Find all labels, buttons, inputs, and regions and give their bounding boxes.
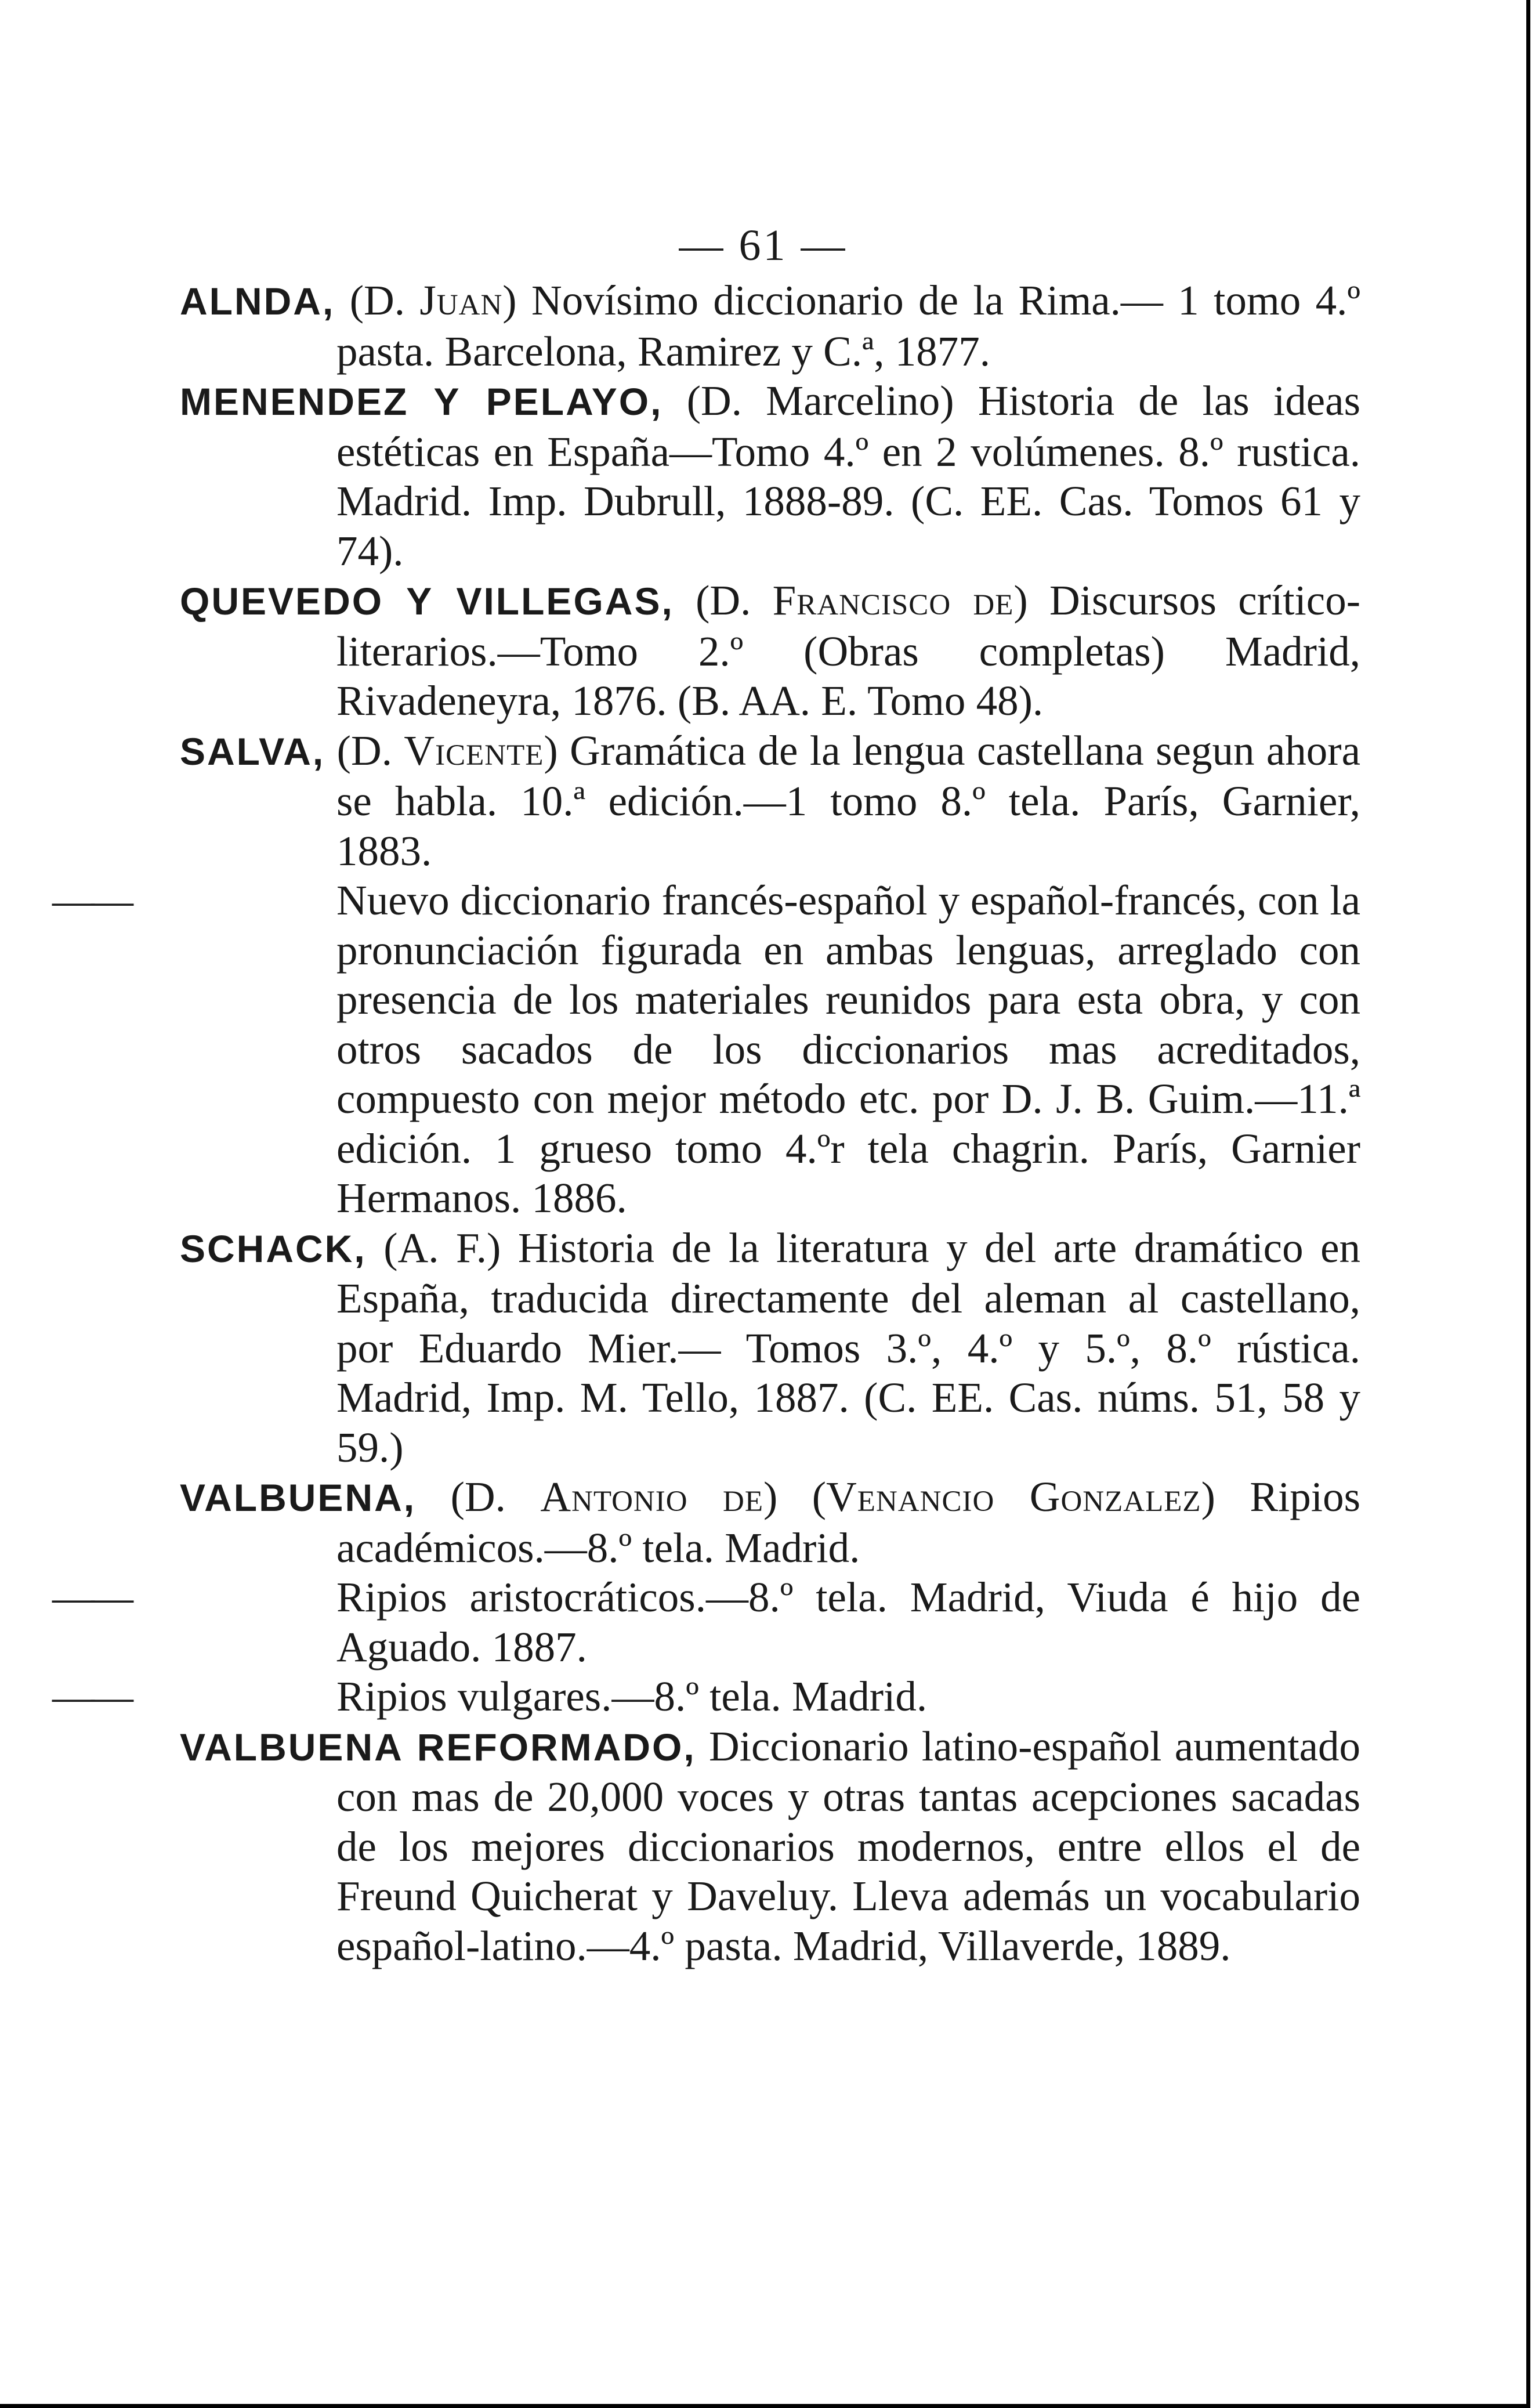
entry-author-firstname: Vicente [404, 726, 544, 774]
entry-author: ALNDA, [180, 280, 335, 323]
entry-valbuena-vulgares [52, 1672, 1360, 1722]
entry-alnda [180, 276, 1360, 376]
entry-author-prefix: (D. Marcelino) [662, 377, 954, 424]
entry-quevedo-y-villegas [180, 576, 1360, 726]
entry-author-pseudonym: Venancio Gonzalez [826, 1473, 1201, 1520]
ditto-dash: —— [52, 1574, 130, 1621]
page-number: — 61 — [679, 221, 848, 270]
entry-description: Diccionario latino-español aumentado con mas de 20,000 voces y otras tantas acepciones sacadas de los mejores diccionarios modernos, entre ellos el de Freund Quicherat y Daveluy. Lleva además un vocabulario español-latino.—4.º pasta. Madrid, Villaverde, 1889. [336, 1722, 1360, 1969]
entry-author-suffix: ) [544, 726, 558, 774]
entry-menendez-y-pelayo [180, 376, 1360, 576]
entry-description: Ripios académicos.—8.º tela. Madrid. [336, 1473, 1360, 1571]
entry-valbuena-reformado [180, 1722, 1360, 1971]
entry-author-suffix: ) [502, 277, 517, 324]
entry-author-suffix: ) [1013, 577, 1028, 624]
entry-description: Ripios aristocráticos.—8.º tela. Madrid, Viuda é hijo de Aguado. 1887. [336, 1574, 1360, 1671]
entry-valbuena-aristocraticos [52, 1572, 1360, 1672]
ditto-dash: —— [52, 877, 130, 924]
entry-description: Nuevo diccionario francés-español y español-francés, con la pronunciación figurada en ambas lenguas, arreglado con presencia de los materiales reunidos para esta obra, y con otros sacados de los diccionarios mas acreditados, compuesto con mejor método etc. por D. J. B. Guim.—11.ª edición. 1 grueso tomo 4.ºr tela chagrin. París, Garnier Hermanos. 1886. [336, 877, 1360, 1221]
entry-salva-diccionario [52, 876, 1360, 1223]
entry-author-firstname: Juan [419, 277, 503, 324]
entry-description: Ripios vulgares.—8.º tela. Madrid. [336, 1673, 928, 1720]
entry-author-firstname: Francisco de [772, 577, 1014, 624]
entry-description: Historia de las ideas estéticas en España—Tomo 4.º en 2 volúmenes. 8.º rustica. Madrid. Imp. Dubrull, 1888-89. (C. EE. Cas. Tomos 61 y 74). [336, 377, 1360, 574]
entry-description: Discursos crítico-literarios.—Tomo 2.º (Obras completas) Madrid, Rivadeneyra, 1876. (B. AA. E. Tomo 48). [336, 577, 1360, 724]
entry-author: SALVA, [180, 729, 325, 773]
ditto-dash: —— [52, 1673, 130, 1720]
entry-author-prefix: (D. [325, 726, 404, 774]
entry-valbuena: VALBUENA, (D. Antonio de) (Venancio Gonzalez) Ripios académicos.—8.º tela. Madrid. [180, 1473, 1360, 1571]
entry-author: QUEVEDO Y VILLEGAS, [180, 580, 674, 623]
entry-schack [180, 1223, 1360, 1473]
entry-author: SCHACK, [180, 1227, 367, 1270]
entry-author-prefix: (D. [674, 577, 773, 624]
entry-author: MENENDEZ Y PELAYO, [180, 380, 663, 423]
entry-description: Historia de la literatura y del arte dramático en España, traducida directamente del aleman al castellano, por Eduardo Mier.— Tomos 3.º, 4.º y 5.º, 8.º rústica. Madrid, Imp. M. Tello, 1887. (C. EE. Cas. núms. 51, 58 y 59.) [336, 1224, 1360, 1471]
entry-author-firstname: Antonio de [540, 1473, 764, 1520]
entry-author: VALBUENA REFORMADO, [180, 1725, 696, 1769]
entry-author: VALBUENA, [180, 1476, 417, 1519]
entry-author-suffix: ) [763, 1473, 778, 1520]
entry-author-prefix: (D. [335, 277, 420, 324]
entry-salva [180, 726, 1360, 876]
entry-description: Gramática de la lengua castellana segun ahora se habla. 10.ª edición.—1 tomo 8.º tela. París, Garnier, 1883. [336, 726, 1361, 874]
bibliography-list [52, 276, 1361, 1970]
entry-author-prefix: (D. [416, 1473, 541, 1520]
entry-description: Novísimo diccionario de la Rima.— 1 tomo 4.º pasta. Barcelona, Ramirez y C.ª, 1877. [336, 277, 1360, 375]
entry-author-prefix: (A. F.) [366, 1224, 501, 1271]
